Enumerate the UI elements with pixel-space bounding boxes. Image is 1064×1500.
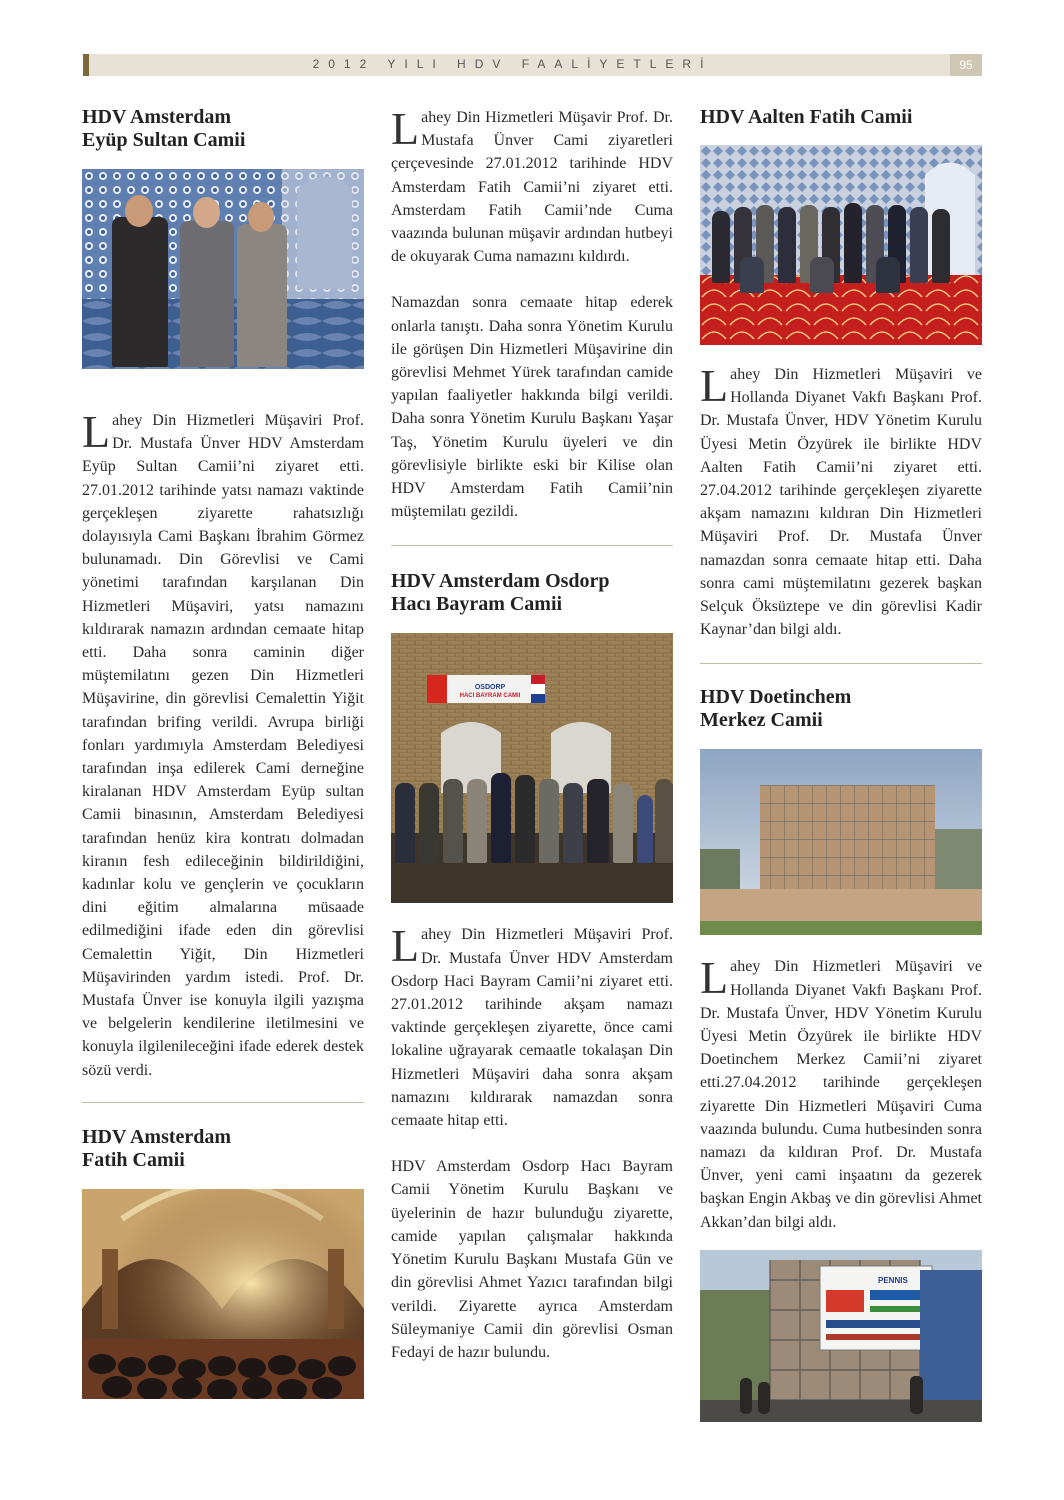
article-text: ahey Din Hizmetleri Müşaviri ve Hollanda Diyanet Vakfı Başkanı Prof. Dr. Mustafa Ünver, HDV Yönetim Kurulu Üyesi Metin Özyürek ile birlikte HDV Aalten Fatih Camii’ni ziyaret etti. 27.04.2012 tarihinde gerçekleşen ziyarette akşam namazını kıldıran Din Hizmetleri Müşaviri Prof. Dr. Mustafa Ünver namazdan sonra cemaate hitap etti. Daha sonra cami müştemilatını gezerek başkan Selçuk Öksüztepe ve din görevlisi Kadir Kaynar’dan bilgi aldı.	[700, 366, 982, 639]
mosque-sign: OSDORP HACI BAYRAM CAMII	[459, 684, 521, 700]
drop-cap: L	[700, 952, 729, 1004]
title-line-2: Fatih Camii	[82, 1148, 185, 1171]
title-line-2: Merkez Camii	[700, 709, 823, 732]
column-1	[82, 106, 364, 1399]
article-text: ahey Din Hizmetleri Müşaviri ve Hollanda Diyanet Vakfı Başkanı Prof. Dr. Mustafa Ünver, HDV Yönetim Kurulu Üyesi Metin Özyürek ile birlikte HDV Doetinchem Merkez Camii’ni ziyaret etti.27.04.2012 tarihinde gerçekleşen ziyarette Din Hizmetleri Müşaviri Cuma vaazında bulundu. Cuma hutbesinden sonra namazı da kıldıran Prof. Dr. Mustafa Ünver, yeni cami inşaatını da gezerek başkan Engin Akbaş ve din görevlisi Ahmet Akkan’dan bilgi aldı.	[700, 958, 982, 1231]
article-body-osdorp-1	[391, 920, 673, 1132]
article-title-fatih	[82, 1126, 364, 1172]
title-line-1: HDV Amsterdam	[82, 1125, 232, 1148]
title-line-1: HDV Doetinchem	[700, 686, 852, 709]
photo-osdorp-group	[391, 633, 673, 903]
article-body-fatih-2: Namazdan sonra cemaate hitap ederek onlarla tanıştı. Daha sonra Yönetim Kurulu ile görüşen Din Hizmetleri Müşavirine din görevlisi Mehmet Yürek tarafından camide yapılan faaliyetler hakkında bilgi verildi. Daha sonra Yönetim Kurulu Başkanı Yaşar Taş, Yönetim Kurulu üyeleri ve din görevlisiyle birlikte eski bir Kilise olan HDV Amsterdam Fatih Camii’nin müştemilatı gezildi.	[391, 294, 673, 521]
section-divider	[82, 1102, 364, 1103]
article-text: ahey Din Hizmetleri Müşaviri Prof. Dr. Mustafa Ünver HDV Amsterdam Eyüp Sultan Camii’ni ziyaret etti. 27.01.2012 tarihinde yatsı namazı vaktinde gerçekleşen ziyarette rahatsızlığı dolayısıyla Cami Başkanı İbrahim Görmez bulunamadı. Din Görevlisi ve Cami yönetimi tarafından karşılanan Din Hizmetleri Müşaviri, yatsı namazını kıldırarak namazın ardından cemaate hitap etti. Daha sonra caminin diğer müştemilatını gezen Din Hizmetleri Müşavirine, din görevlisi Cemalettin Yiğit tarafından brifing verildi. Avrupa birliği fonları yardımıyla Amsterdam Belediyesi tarafından inşa edilerek Cami derneğine kiralanan HDV Amsterdam Eyüp sultan Camii binasının, Amsterdam Belediyesi tarafından henüz kira kontratı dolmadan kiranın fesh edileceğinin bildirildiğini, kadınlar kolu ve gençlerin ve çocukların dini eğitim almalarına müsaade edilmediğini ifade eden din görevlisi Cemalettin Yiğit, Din Hizmetleri Müşavirinden yardım istedi. Prof. Dr. Mustafa Ünver ise konuyla ilgili yazışma ve belgelerin kendilerine iletilmesini ve konuyla ilgilenileceğini ifade ederek destek sözü verdi.	[82, 412, 364, 1079]
article-body-fatih-1	[391, 103, 673, 268]
section-divider	[391, 545, 673, 546]
title-line-2: Eyüp Sultan Camii	[82, 129, 246, 151]
drop-cap: L	[82, 406, 111, 457]
article-body-doetinchem	[700, 952, 982, 1233]
photo-doetinchem-board	[700, 1250, 982, 1422]
title-line-1: HDV Amsterdam Osdorp	[391, 570, 610, 593]
board-text: PENNIS	[878, 1275, 908, 1285]
page-number: 95	[950, 54, 982, 76]
article-text: ahey Din Hizmetleri Müşavir Prof. Dr. Mustafa Ünver Cami ziyaretleri çerçevesinde 27.01.2012 tarihinde HDV Amsterdam Fatih Camii’ni ziyaret etti. Amsterdam Fatih Camii’nde Cuma vaazında bulunan müşavir ardından hutbeyi de okuyarak Cuma namazını kıldırdı.	[391, 109, 673, 266]
photo-eyup-sultan	[82, 169, 364, 369]
header-title: 2012 YILI HDV FAALİYETLERİ	[312, 57, 713, 71]
article-title-osdorp	[391, 570, 673, 616]
article-title-aalten: HDV Aalten Fatih Camii	[700, 106, 913, 128]
article-title-doetinchem	[700, 686, 982, 732]
photo-fatih-interior	[82, 1189, 364, 1399]
column-2	[391, 103, 673, 1364]
article-title-eyup	[82, 106, 364, 152]
section-divider	[700, 663, 982, 664]
photo-aalten-group	[700, 145, 982, 345]
article-text: ahey Din Hizmetleri Müşaviri Prof. Dr. Mustafa Ünver HDV Amsterdam Osdorp Haci Bayram Camii’ni ziyaret etti. 27.01.2012 tarihinde akşam namazı vaktinde gerçekleşen ziyarette, önce cami lokaline uğrayarak cemaatle tokalaşan Din Hizmetleri Müşaviri daha sonra akşam namazını kıldırarak namazdan sonra cemaate hitap etti.	[391, 926, 673, 1130]
drop-cap: L	[391, 103, 420, 154]
article-body-osdorp-2: HDV Amsterdam Osdorp Hacı Bayram Camii Yönetim Kurulu Başkanı ve üyelerinin de hazır bulunduğu ziyarette, camide yapılan çalışmalar hakkında Yönetim Kurulu Başkanı Mustafa Gün ve din görevlisi Ahmet Yazıcı tarafından bilgi verildi. Ziyarette ayrıca Amsterdam Süleymaniye Camii din görevlisi Osman Fedayi de hazır bulundu.	[391, 1158, 673, 1361]
photo-doetinchem-scaffold	[700, 749, 982, 935]
title-line-1: HDV Amsterdam	[82, 106, 232, 128]
page-header	[83, 54, 982, 76]
title-line-2: Hacı Bayram Camii	[391, 593, 563, 616]
article-body-eyup	[82, 406, 364, 1082]
drop-cap: L	[391, 920, 420, 972]
drop-cap: L	[700, 360, 729, 411]
article-body-aalten	[700, 360, 982, 641]
column-3	[700, 106, 982, 1422]
